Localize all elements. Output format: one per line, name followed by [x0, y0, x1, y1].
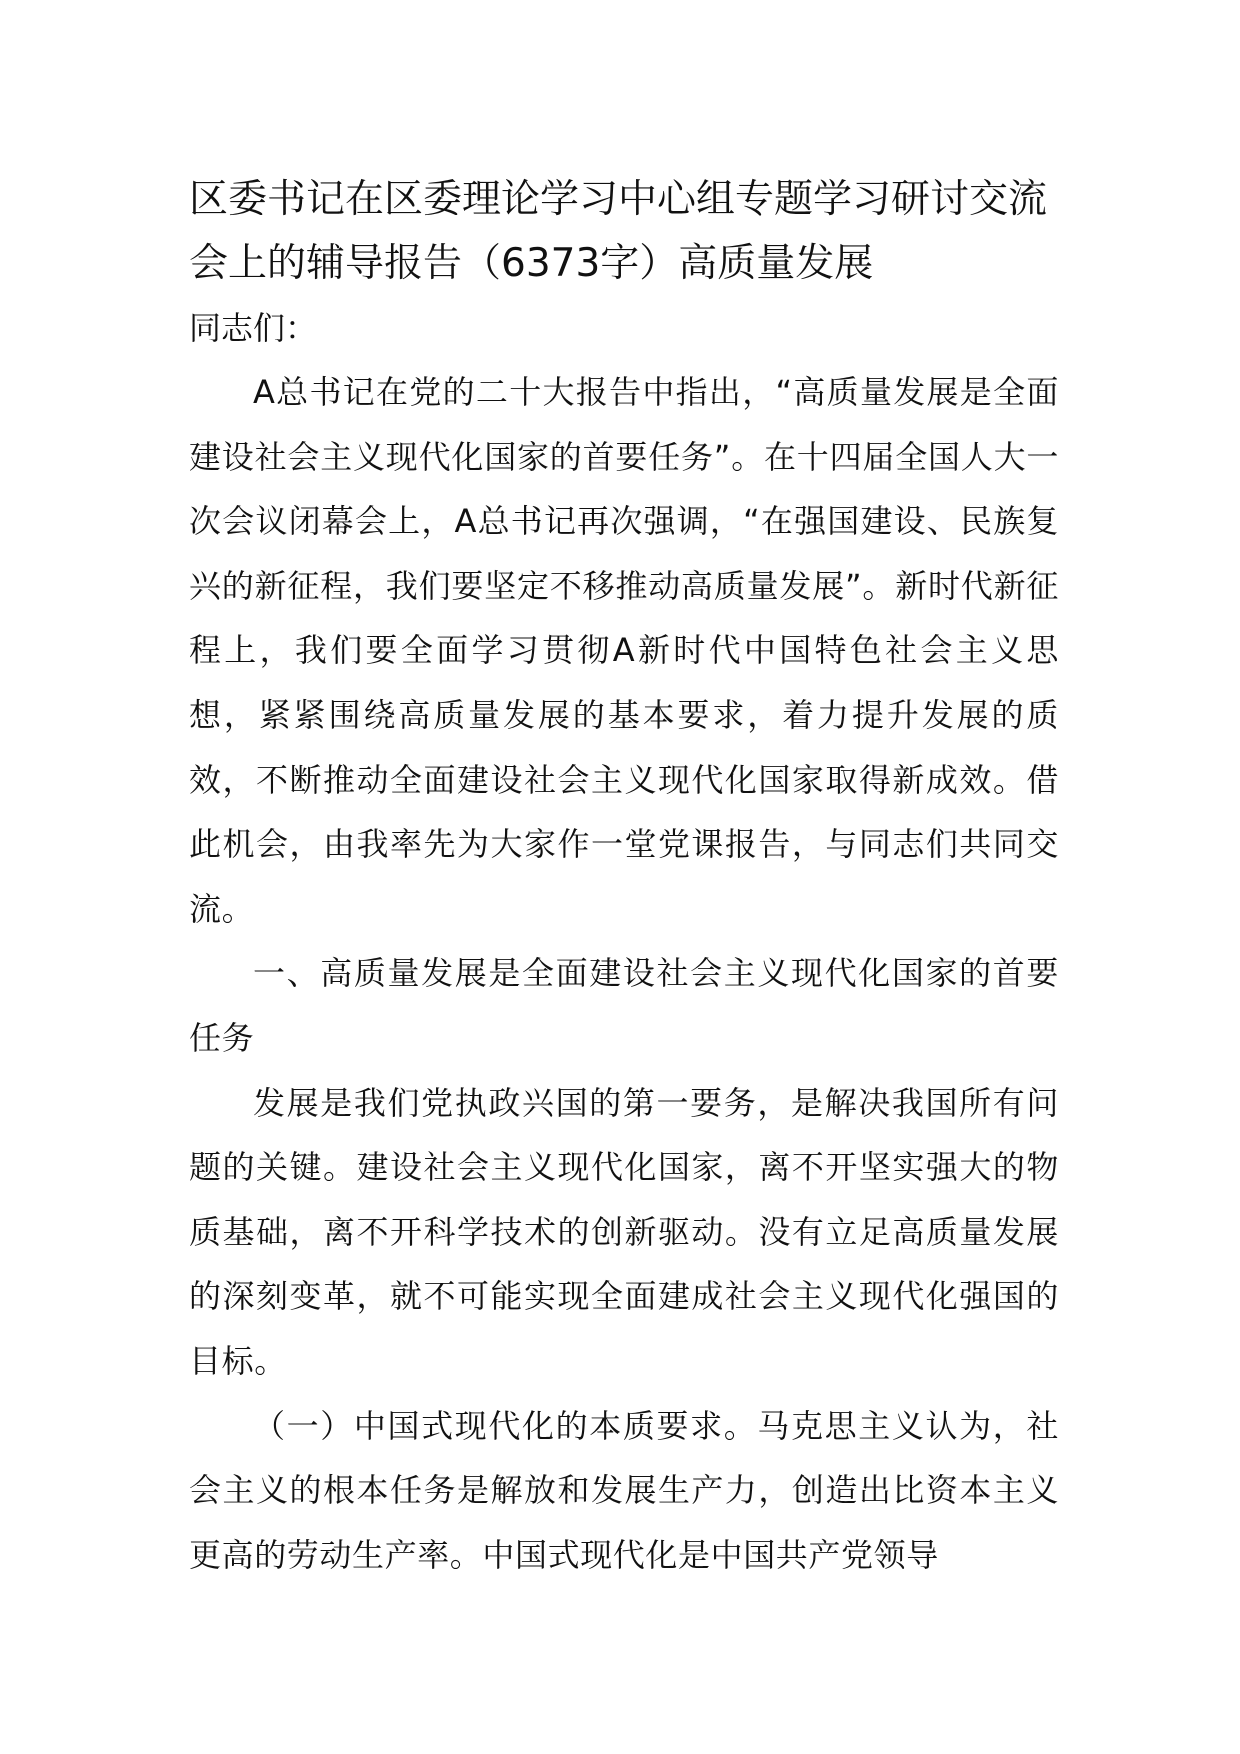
section-heading-1: 一、高质量发展是全面建设社会主义现代化国家的首要任务 — [189, 954, 1059, 1057]
paragraph-subsection-1: （一）中国式现代化的本质要求。马克思主义认为，社会主义的根本任务是解放和发展生产力，创造出比资本主义更高的劳动生产率。中国式现代化是中国共产党领导 — [189, 1406, 1059, 1574]
paragraph-intro: A总书记在党的二十大报告中指出，“高质量发展是全面建设社会主义现代化国家的首要任务”。在十四届全国人大一次会议闭幕会上，A总书记再次强调，“在强国建设、民族复兴的新征程，我们要坚定不移推动高质量发展”。新时代新征程上，我们要全面学习贯彻A新时代中国特色社会主义思想，紧紧围绕高质量发展的基本要求，着力提升发展的质效，不断推动全面建设社会主义现代化国家取得新成效。借此机会，由我率先为大家作一堂党课报告，与同志们共同交流。 — [189, 373, 1059, 928]
salutation: 同志们： — [189, 309, 318, 347]
document-title: 区委书记在区委理论学习中心组专题学习研讨交流会上的辅导报告（6373字）高质量发展 — [189, 177, 1048, 286]
document-page — [189, 168, 1059, 1587]
paragraph-section-1: 发展是我们党执政兴国的第一要务，是解决我国所有问题的关键。建设社会主义现代化国家，离不开坚实强大的物质基础，离不开科学技术的创新驱动。没有立足高质量发展的深刻变革，就不可能实现全面建成社会主义现代化强国的目标。 — [189, 1083, 1059, 1380]
